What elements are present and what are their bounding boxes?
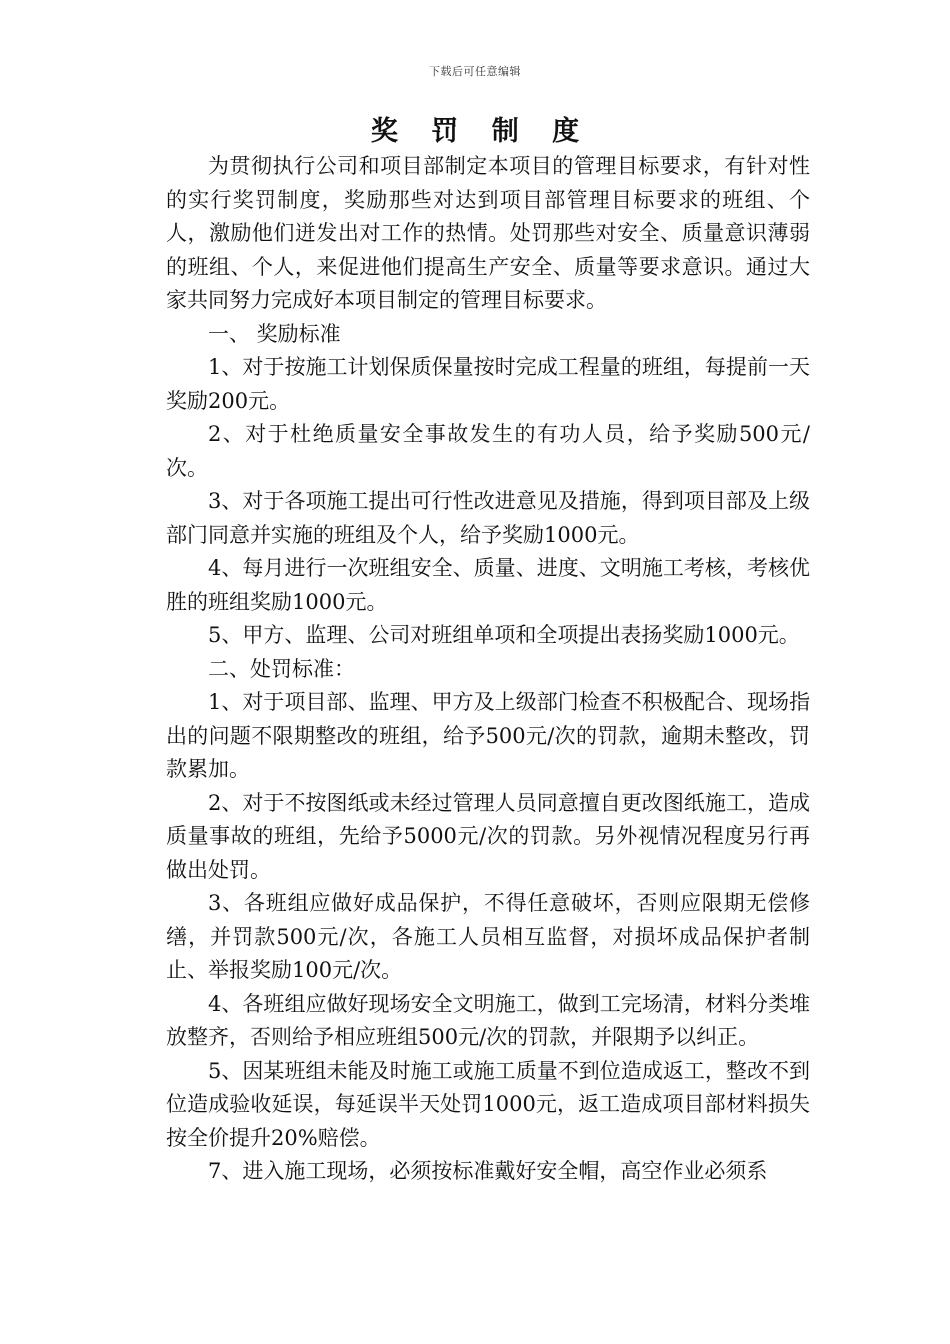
penalty-item-2: 2、对于不按图纸或未经过管理人员同意擅自更改图纸施工，造成质量事故的班组，先给予5000元/次的罚款。另外视情况程度另行再做出处罚。 [166,790,810,882]
section-heading-penalties: 二、处罚标准： [208,656,355,681]
reward-item-4: 4、每月进行一次班组安全、质量、进度、文明施工考核，考核优胜的班组奖励1000元。 [166,556,810,614]
reward-item-5: 5、甲方、监理、公司对班组单项和全项提出表扬奖励1000元。 [208,623,800,647]
penalty-item-1: 1、对于项目部、监理、甲方及上级部门检查不积极配合、现场指出的问题不限期整改的班组，给予500元/次的罚款，逾期未整改，罚款累加。 [166,690,810,781]
penalty-item-3: 3、各班组应做好成品保护，不得任意破坏，否则应限期无偿修缮，并罚款500元/次，各施工人员相互监督，对损坏成品保护者制止、举报奖励100元/次。 [166,891,810,982]
document-body [166,150,810,1189]
document-title: 奖 罚 制 度 [370,116,592,147]
intro-paragraph: 为贯彻执行公司和项目部制定本项目的管理目标要求，有针对性的实行奖罚制度，奖励那些对达到项目部管理目标要求的班组、个人，激励他们迸发出对工作的热情。处罚那些对安全、质量意识薄弱的班组、个人，来促进他们提高生产安全、质量等要求意识。通过大家共同努力完成好本项目制定的管理目标要求。 [166,154,810,312]
penalty-item-7: 7、进入施工现场，必须按标准戴好安全帽，高空作业必须系 [208,1159,768,1183]
section-heading-rewards: 一、 奖励标准 [208,321,341,346]
reward-item-2: 2、对于杜绝质量安全事故发生的有功人员，给予奖励500元/次。 [166,422,810,480]
page-header-note: 下载后可任意编辑 [429,65,521,78]
penalty-item-5: 5、因某班组未能及时施工或施工质量不到位造成返工，整改不到位造成验收延误，每延误半天处罚1000元，返工造成项目部材料损失按全价提升20%赔偿。 [166,1058,810,1150]
reward-item-1: 1、对于按施工计划保质保量按时完成工程量的班组，每提前一天奖励200元。 [166,355,810,413]
reward-item-3: 3、对于各项施工提出可行性改进意见及措施，得到项目部及上级部门同意并实施的班组及个人，给予奖励1000元。 [166,489,810,547]
penalty-item-4: 4、各班组应做好现场安全文明施工，做到工完场清，材料分类堆放整齐，否则给予相应班组500元/次的罚款，并限期予以纠正。 [166,991,810,1049]
